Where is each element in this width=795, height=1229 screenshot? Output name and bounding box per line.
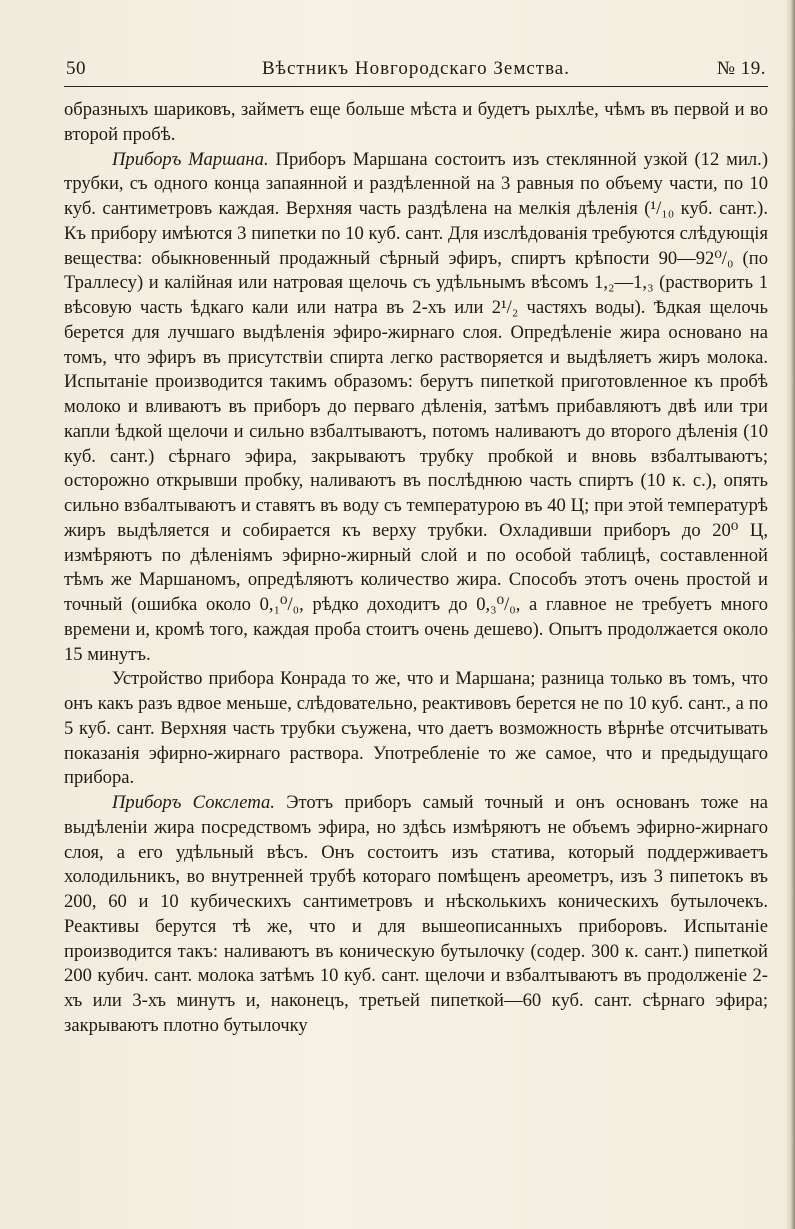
paragraph-text: образныхъ шариковъ, займетъ еще больше мѣста и будетъ рыхлѣе, чѣмъ въ первой и во второй пробѣ. xyxy=(64,99,768,145)
section-heading-soxhlet: Приборъ Сокслета. xyxy=(112,792,275,813)
running-header xyxy=(66,58,766,84)
paragraph-text: Этотъ приборъ самый точный и онъ основанъ тоже на выдѣленіи жира посредствомъ эфира, но здѣсь измѣряютъ не объемъ эфирно-жирнаго слоя, а его удѣльный вѣсъ. Онъ состоитъ изъ статива, который поддерживаетъ холодильникъ, во внутренней трубѣ котораго помѣщенъ ареометръ, изъ 3 пипетокъ въ 200, 60 и 10 кубическихъ сантиметровъ и нѣсколькихъ коническихъ бутылочекъ. Реактивы берутся тѣ же, что и для вышеописанныхъ приборовъ. Испытаніе производится такъ: наливаютъ въ коническую бутылочку (содер. 300 к. сант.) пипеткой 200 кубич. сант. молока затѣмъ 10 куб. сант. щелочи и взбалтываютъ въ продолженіе 2-хъ или 3-хъ минутъ и, наконецъ, третьей пипеткой—60 куб. сант. сѣрнаго эфира; закрываютъ плотно бутылочку xyxy=(64,792,768,1036)
section-heading-marchand: Приборъ Маршана. xyxy=(112,148,269,170)
journal-title: Вѣстникъ Новгородскаго Земства. xyxy=(262,58,570,79)
page-edge-shadow xyxy=(785,0,795,1229)
header-rule xyxy=(64,86,768,87)
paragraph-marchand xyxy=(64,148,768,668)
issue-number: № 19. xyxy=(716,58,766,79)
paragraph-conrad xyxy=(64,667,768,791)
paragraph-continued xyxy=(64,98,768,148)
paragraph-soxhlet xyxy=(64,791,768,1039)
page-number: 50 xyxy=(66,58,86,79)
paragraph-text: Устройство прибора Конрада то же, что и Маршана; разница только въ томъ, что онъ какъ разъ вдвое меньше, слѣдовательно, реактивовъ берется не по 10 куб. сант., а по 5 куб. сант. Верхняя часть трубки съужена, что даетъ возможность вѣрнѣе отсчитывать показанія эфирно-жирнаго раствора. Употребленіе то же самое, что и предыдущаго прибора. xyxy=(64,668,768,789)
article-body xyxy=(64,98,768,1039)
paragraph-text: Приборъ Маршана состоитъ изъ стеклянной узкой (12 мил.) трубки, съ одного конца запаянной и раздѣленной на 3 равныя по объему части, по 10 куб. сантиметровъ каждая. Верхняя часть раздѣлена на мелкія дѣленія (¹/₁₀ куб. сант.). Къ прибору имѣются 3 пипетки по 10 куб. сант. Для изслѣдованія требуются слѣдующія вещества: обыкновенный продажный сѣрный эфиръ, спиртъ крѣпости 90—92⁰/₀ (по Траллесу) и калійная или натровая щелочь съ удѣльнымъ вѣсомъ 1,₂—1,₃ (растворить 1 вѣсовую часть ѣдкаго кали или натра въ 2-хъ или 2¹/₂ частяхъ воды). Ѣдкая щелочь берется для лучшаго выдѣленія эфиро-жирнаго слоя. Опредѣленіе жира основано на томъ, что эфиръ въ присутствіи спирта легко растворяется и выдѣляетъ жиръ молока. Испытаніе производится такимъ образомъ: берутъ пипеткой приготовленное къ пробѣ молоко и вливаютъ въ приборъ до перваго дѣленія, затѣмъ прибавляютъ двѣ или три капли ѣдкой щелочи и сильно взбалтываютъ, потомъ наливаютъ до второго дѣленія (10 куб. сант.) сѣрнаго эфира, закрываютъ трубку пробкой и вновь взбалтываютъ; осторожно открывши пробку, наливаютъ въ послѣднюю часть спиртъ (10 к. с.), опять сильно взбалтываютъ и ставятъ въ воду съ температурою въ 40 Ц; при этой температурѣ жиръ выдѣляется и собирается къ верху трубки. Охладивши приборъ до 20⁰ Ц, измѣряютъ по дѣленіямъ эфирно-жирный слой и по особой таблицѣ, составленной тѣмъ же Маршаномъ, опредѣляютъ количество жира. Способъ этотъ очень простой и точный (ошибка около 0,₁⁰/₀, рѣдко доходитъ до 0,₃⁰/₀, а главное не требуетъ много времени и, кромѣ того, каждая проба стоитъ очень дешево). Опытъ продолжается около 15 минутъ. xyxy=(64,148,769,665)
